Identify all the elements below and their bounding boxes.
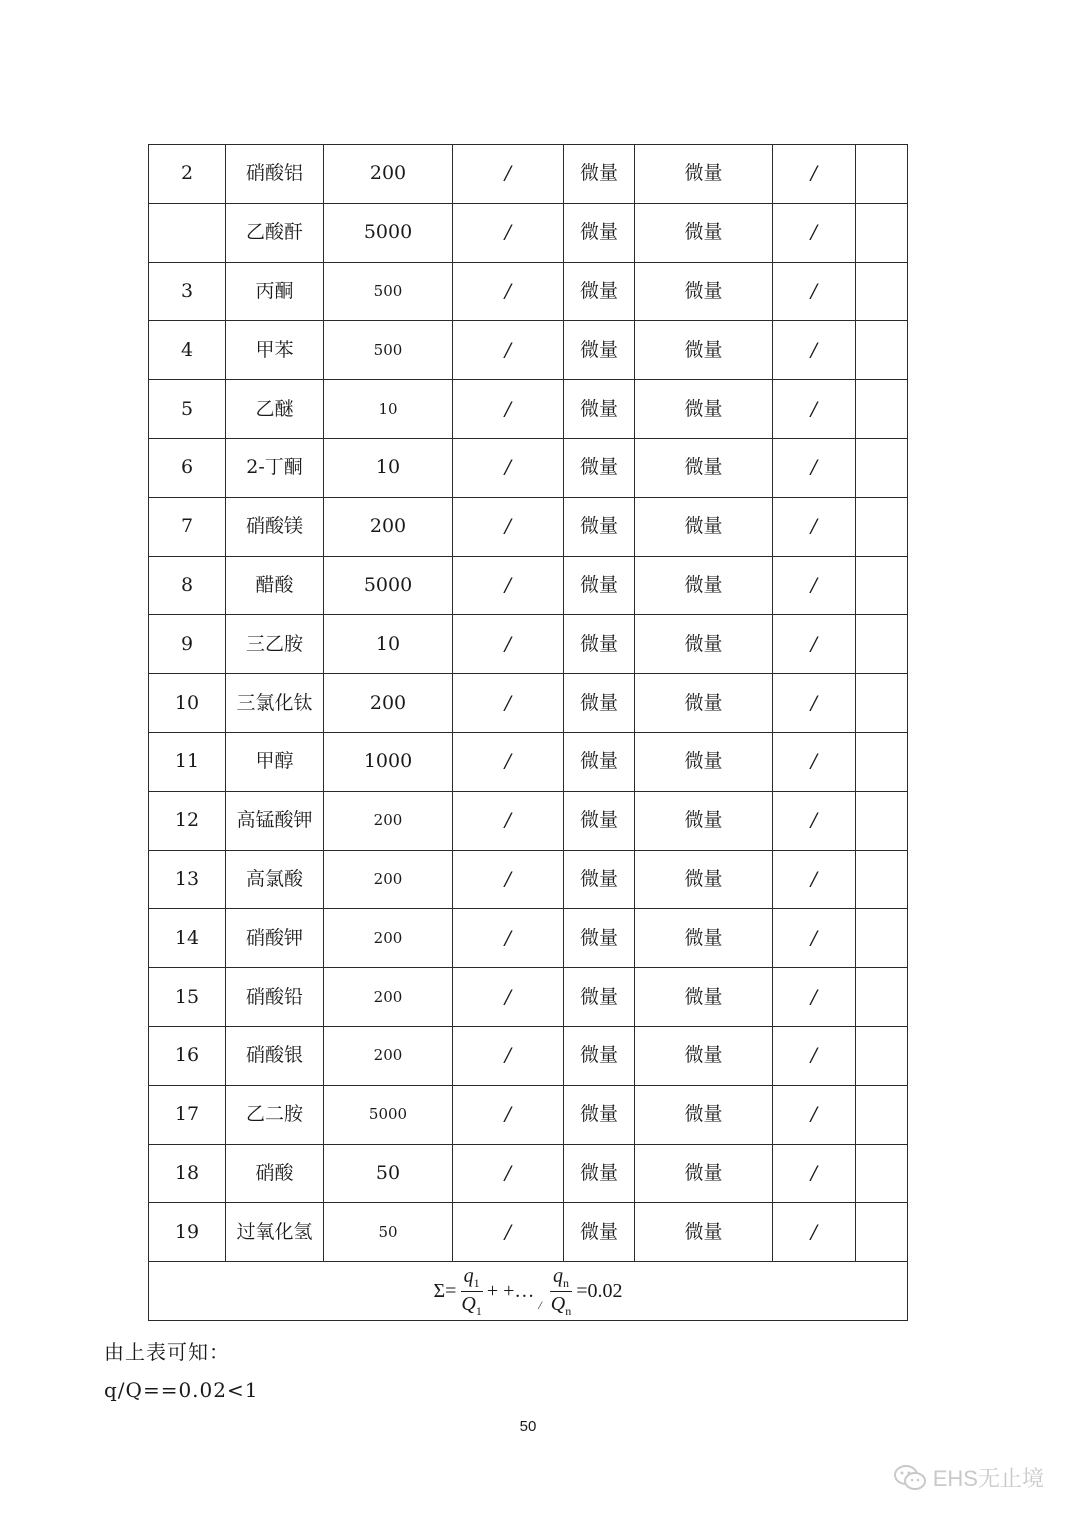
cell-substance-name: 乙酸酐 [226,203,324,262]
table-row [149,1085,908,1144]
fraction-denominator: $Q_1$ [461,1292,482,1318]
cell-col8 [856,497,908,556]
table-row [149,909,908,968]
fraction-denominator: $Q_n$ [550,1292,572,1318]
cell-number [149,203,226,262]
cell-col8 [856,968,908,1027]
cell-substance-name: 硝酸银 [226,1026,324,1085]
cell-col5: 微量 [564,791,635,850]
cell-col6: 微量 [635,1085,773,1144]
cell-substance-name: 甲苯 [226,321,324,380]
cell-col7: / [773,438,856,497]
table-row [149,1026,908,1085]
cell-substance-name: 高氯酸 [226,850,324,909]
cell-col7: / [773,791,856,850]
cell-col5: 微量 [564,850,635,909]
cell-col8 [856,674,908,733]
table-row [149,732,908,791]
cell-col4: / [453,1085,564,1144]
cell-col6: 微量 [635,321,773,380]
cell-number: 9 [149,615,226,674]
cell-critical-quantity: 200 [324,968,453,1027]
cell-col4: / [453,968,564,1027]
cell-critical-quantity: 10 [324,380,453,439]
cell-col7: / [773,909,856,968]
cell-col6: 微量 [635,145,773,204]
cell-substance-name: 硝酸钾 [226,909,324,968]
cell-col7: / [773,1203,856,1262]
formula-middle: + +… [486,1280,535,1303]
cell-number: 19 [149,1203,226,1262]
cell-col4: / [453,732,564,791]
cell-critical-quantity: 200 [324,497,453,556]
table-row [149,203,908,262]
cell-col8 [856,1026,908,1085]
cell-number: 5 [149,380,226,439]
cell-substance-name: 丙酮 [226,262,324,321]
cell-col7: / [773,321,856,380]
formula-small-slash: / [538,1298,542,1313]
cell-col7: / [773,674,856,733]
cell-number: 17 [149,1085,226,1144]
cell-col4: / [453,1026,564,1085]
cell-col4: / [453,438,564,497]
cell-critical-quantity: 200 [324,145,453,204]
cell-number: 4 [149,321,226,380]
cell-col5: 微量 [564,203,635,262]
cell-number: 7 [149,497,226,556]
cell-col5: 微量 [564,615,635,674]
cell-col7: / [773,1085,856,1144]
cell-col7: / [773,615,856,674]
cell-number: 2 [149,145,226,204]
cell-number: 12 [149,791,226,850]
cell-col8 [856,145,908,204]
cell-col5: 微量 [564,1203,635,1262]
cell-col6: 微量 [635,497,773,556]
cell-col5: 微量 [564,732,635,791]
cell-substance-name: 醋酸 [226,556,324,615]
cell-col7: / [773,203,856,262]
cell-col6: 微量 [635,674,773,733]
table-row [149,438,908,497]
cell-col4: / [453,674,564,733]
cell-col8 [856,203,908,262]
cell-col5: 微量 [564,1144,635,1203]
cell-col7: / [773,380,856,439]
fraction-q1-Q1 [458,1266,484,1317]
formula-result: =0.02 [576,1280,623,1303]
cell-col7: / [773,968,856,1027]
cell-critical-quantity: 200 [324,674,453,733]
cell-col6: 微量 [635,615,773,674]
cell-critical-quantity: 5000 [324,1085,453,1144]
cell-critical-quantity: 200 [324,909,453,968]
cell-col5: 微量 [564,438,635,497]
table-row [149,1203,908,1262]
cell-col5: 微量 [564,968,635,1027]
cell-col4: / [453,909,564,968]
cell-col4: / [453,203,564,262]
cell-col7: / [773,556,856,615]
cell-substance-name: 三乙胺 [226,615,324,674]
table-row [149,674,908,733]
cell-col7: / [773,145,856,204]
cell-col4: / [453,497,564,556]
hazard-substance-table [148,144,908,1321]
cell-substance-name: 硝酸铝 [226,145,324,204]
cell-col8 [856,321,908,380]
cell-col4: / [453,791,564,850]
table-row [149,497,908,556]
table-row [149,791,908,850]
table-row [149,262,908,321]
wechat-icon [893,1464,927,1492]
table-row [149,145,908,204]
cell-number: 14 [149,909,226,968]
cell-col7: / [773,1026,856,1085]
cell-col5: 微量 [564,321,635,380]
cell-col4: / [453,1144,564,1203]
cell-critical-quantity: 50 [324,1144,453,1203]
table-row [149,556,908,615]
cell-number: 18 [149,1144,226,1203]
cell-critical-quantity: 200 [324,1026,453,1085]
cell-number: 13 [149,850,226,909]
cell-critical-quantity: 200 [324,791,453,850]
cell-col4: / [453,321,564,380]
cell-critical-quantity: 500 [324,262,453,321]
cell-col5: 微量 [564,909,635,968]
cell-substance-name: 高锰酸钾 [226,791,324,850]
cell-substance-name: 甲醇 [226,732,324,791]
cell-col7: / [773,262,856,321]
cell-col6: 微量 [635,968,773,1027]
table-body [149,145,908,1321]
formula-row [149,1262,908,1321]
cell-critical-quantity: 1000 [324,732,453,791]
cell-number: 16 [149,1026,226,1085]
cell-col5: 微量 [564,145,635,204]
table-row [149,380,908,439]
cell-critical-quantity: 10 [324,438,453,497]
cell-col7: / [773,497,856,556]
fraction-numerator: $q_n$ [550,1266,572,1292]
cell-col4: / [453,615,564,674]
cell-col5: 微量 [564,262,635,321]
formula-cell [149,1262,908,1321]
cell-col6: 微量 [635,203,773,262]
cell-col7: / [773,850,856,909]
cell-critical-quantity: 5000 [324,556,453,615]
cell-critical-quantity: 50 [324,1203,453,1262]
cell-col6: 微量 [635,380,773,439]
cell-col6: 微量 [635,1026,773,1085]
fraction-qn-Qn [548,1266,574,1317]
conclusion-label: 由上表可知： [104,1340,230,1364]
cell-substance-name: 硝酸 [226,1144,324,1203]
cell-col6: 微量 [635,438,773,497]
cell-col4: / [453,1203,564,1262]
cell-col6: 微量 [635,850,773,909]
cell-critical-quantity: 500 [324,321,453,380]
cell-col6: 微量 [635,732,773,791]
cell-number: 3 [149,262,226,321]
conclusion-ratio: q/Q==0.02<1 [104,1378,259,1402]
cell-col6: 微量 [635,262,773,321]
cell-col5: 微量 [564,1026,635,1085]
cell-col5: 微量 [564,497,635,556]
cell-col8 [856,556,908,615]
formula-sigma: Σ= [433,1280,457,1303]
fraction-numerator: $q_1$ [461,1266,483,1292]
table-row [149,850,908,909]
cell-critical-quantity: 200 [324,850,453,909]
cell-critical-quantity: 5000 [324,203,453,262]
table-row [149,615,908,674]
cell-substance-name: 乙二胺 [226,1085,324,1144]
cell-col5: 微量 [564,1085,635,1144]
sum-formula [433,1266,622,1317]
cell-col6: 微量 [635,556,773,615]
table-row [149,1144,908,1203]
cell-substance-name: 硝酸铅 [226,968,324,1027]
cell-col4: / [453,262,564,321]
table-row [149,321,908,380]
cell-number: 15 [149,968,226,1027]
cell-col8 [856,262,908,321]
cell-number: 6 [149,438,226,497]
cell-col8 [856,1085,908,1144]
cell-col5: 微量 [564,556,635,615]
cell-col8 [856,909,908,968]
cell-col6: 微量 [635,909,773,968]
cell-col4: / [453,145,564,204]
cell-number: 10 [149,674,226,733]
cell-col7: / [773,732,856,791]
cell-col6: 微量 [635,791,773,850]
cell-substance-name: 过氧化氢 [226,1203,324,1262]
cell-col8 [856,1144,908,1203]
cell-col7: / [773,1144,856,1203]
cell-substance-name: 三氯化钛 [226,674,324,733]
cell-substance-name: 2-丁酮 [226,438,324,497]
cell-col8 [856,380,908,439]
cell-number: 8 [149,556,226,615]
cell-col4: / [453,380,564,439]
table-row [149,968,908,1027]
page-number: 50 [519,1418,537,1435]
cell-col6: 微量 [635,1144,773,1203]
cell-col6: 微量 [635,1203,773,1262]
cell-col4: / [453,850,564,909]
cell-col4: / [453,556,564,615]
cell-col8 [856,1203,908,1262]
cell-col5: 微量 [564,674,635,733]
cell-col8 [856,438,908,497]
cell-substance-name: 乙醚 [226,380,324,439]
watermark-text: EHS无止境 [932,1466,1044,1491]
watermark [893,1462,1044,1493]
cell-critical-quantity: 10 [324,615,453,674]
cell-number: 11 [149,732,226,791]
cell-col8 [856,791,908,850]
cell-col5: 微量 [564,380,635,439]
cell-col8 [856,615,908,674]
cell-substance-name: 硝酸镁 [226,497,324,556]
cell-col8 [856,732,908,791]
cell-col8 [856,850,908,909]
